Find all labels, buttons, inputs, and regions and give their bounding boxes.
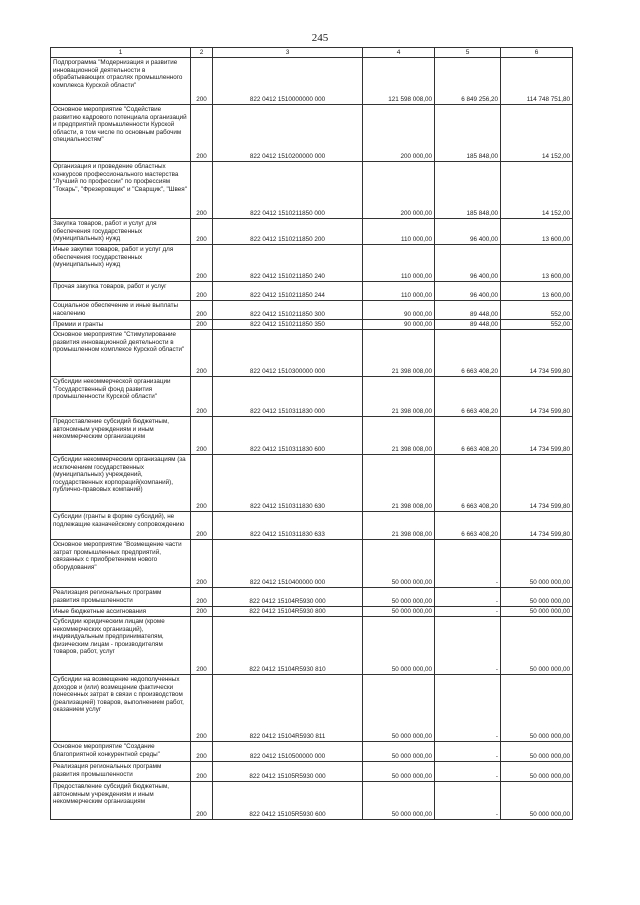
item-vr: 200 (191, 282, 213, 301)
item-value-6: 50 000 000,00 (501, 742, 573, 762)
item-value-4: 21 398 008,00 (363, 330, 435, 377)
item-vr: 200 (191, 455, 213, 512)
item-value-5: - (435, 742, 501, 762)
item-value-6: 552,00 (501, 301, 573, 320)
item-vr: 200 (191, 782, 213, 820)
item-code: 822 0412 1510311830 630 (213, 455, 363, 512)
item-value-6: 50 000 000,00 (501, 540, 573, 588)
table-row (51, 742, 573, 762)
item-vr: 200 (191, 330, 213, 377)
item-value-6: 114 748 751,80 (501, 58, 573, 105)
item-name: Прочая закупка товаров, работ и услуг (51, 282, 191, 301)
item-value-4: 50 000 000,00 (363, 607, 435, 617)
table-row (51, 455, 573, 512)
item-value-5: - (435, 540, 501, 588)
item-name: Субсидии (гранты в форме субсидий), не подлежащие казначейскому сопровождению (51, 512, 191, 540)
table-row (51, 540, 573, 588)
item-value-6: 50 000 000,00 (501, 762, 573, 782)
item-name: Субсидии некоммерческой организации "Государственный фонд развития промышленности Курской области" (51, 377, 191, 417)
item-vr: 200 (191, 617, 213, 675)
item-name: Подпрограмма "Модернизация и развитие инновационной деятельности в обрабатывающих отраслях промышленного комплекса Курской области" (51, 58, 191, 105)
table-row (51, 675, 573, 742)
item-value-4: 110 000,00 (363, 282, 435, 301)
item-value-6: 50 000 000,00 (501, 588, 573, 607)
item-value-4: 50 000 000,00 (363, 782, 435, 820)
item-vr: 200 (191, 417, 213, 455)
item-value-5: - (435, 607, 501, 617)
table-row (51, 58, 573, 105)
col-header-6: 6 (501, 48, 573, 58)
item-name: Основное мероприятие "Стимулирование развития инновационной деятельности в промышленном комплексе Курской области" (51, 330, 191, 377)
table-row (51, 105, 573, 162)
item-vr: 200 (191, 512, 213, 540)
table-body (51, 58, 573, 820)
col-header-5: 5 (435, 48, 501, 58)
item-name: Основное мероприятие "Создание благоприятной конкурентной среды" (51, 742, 191, 762)
item-value-6: 14 734 599,80 (501, 512, 573, 540)
item-value-5: - (435, 675, 501, 742)
item-value-4: 50 000 000,00 (363, 540, 435, 588)
item-value-5: 185 848,00 (435, 162, 501, 219)
table-row (51, 617, 573, 675)
item-name: Предоставление субсидий бюджетным, автономным учреждениям и иным некоммерческим организациям (51, 417, 191, 455)
item-value-4: 90 000,00 (363, 320, 435, 330)
item-name: Предоставление субсидий бюджетным, автономным учреждениям и иным некоммерческим организациям (51, 782, 191, 820)
item-vr: 200 (191, 540, 213, 588)
item-code: 822 0412 1510300000 000 (213, 330, 363, 377)
item-name: Субсидии юридическим лицам (кроме некоммерческих организаций), индивидуальным предпринимателям, физическим лицам - производителям товаров, работ, услуг (51, 617, 191, 675)
item-value-4: 50 000 000,00 (363, 675, 435, 742)
header-row (51, 48, 573, 58)
item-code: 822 0412 15105R5930 000 (213, 762, 363, 782)
item-name: Иные бюджетные ассигнования (51, 607, 191, 617)
item-value-5: - (435, 617, 501, 675)
item-vr: 200 (191, 588, 213, 607)
item-name: Основное мероприятие "Возмещение части затрат промышленных предприятий, связанных с приобретением нового оборудования" (51, 540, 191, 588)
item-code: 822 0412 1510000000 000 (213, 58, 363, 105)
item-code: 822 0412 1510211850 244 (213, 282, 363, 301)
item-value-4: 110 000,00 (363, 219, 435, 245)
item-value-6: 552,00 (501, 320, 573, 330)
table-row (51, 320, 573, 330)
item-value-4: 200 000,00 (363, 105, 435, 162)
col-header-2: 2 (191, 48, 213, 58)
item-value-4: 200 000,00 (363, 162, 435, 219)
col-header-4: 4 (363, 48, 435, 58)
item-value-6: 50 000 000,00 (501, 782, 573, 820)
table-row (51, 417, 573, 455)
item-name: Иные закупки товаров, работ и услуг для обеспечения государственных (муниципальных) нужд (51, 245, 191, 282)
item-vr: 200 (191, 377, 213, 417)
item-value-5: 6 663 408,20 (435, 512, 501, 540)
item-vr: 200 (191, 105, 213, 162)
item-value-5: - (435, 782, 501, 820)
table-row (51, 219, 573, 245)
item-vr: 200 (191, 675, 213, 742)
budget-table (50, 47, 573, 820)
item-value-4: 50 000 000,00 (363, 762, 435, 782)
item-value-5: 6 663 408,20 (435, 330, 501, 377)
item-vr: 200 (191, 301, 213, 320)
table-row (51, 330, 573, 377)
item-value-4: 21 398 008,00 (363, 455, 435, 512)
item-code: 822 0412 1510211850 350 (213, 320, 363, 330)
item-value-6: 13 600,00 (501, 219, 573, 245)
item-code: 822 0412 1510211850 200 (213, 219, 363, 245)
item-value-6: 13 600,00 (501, 282, 573, 301)
item-vr: 200 (191, 219, 213, 245)
item-value-5: 96 400,00 (435, 219, 501, 245)
item-vr: 200 (191, 762, 213, 782)
table-row (51, 282, 573, 301)
col-header-1: 1 (51, 48, 191, 58)
item-value-5: - (435, 588, 501, 607)
table-row (51, 301, 573, 320)
item-value-4: 21 398 008,00 (363, 512, 435, 540)
item-value-5: 96 400,00 (435, 245, 501, 282)
item-name: Субсидии на возмещение недополученных доходов и (или) возмещение фактически понесенных затрат в связи с производством (реализацией) товаров, выполнением работ, оказанием услуг (51, 675, 191, 742)
item-value-4: 90 000,00 (363, 301, 435, 320)
table-row (51, 512, 573, 540)
item-code: 822 0412 1510311830 600 (213, 417, 363, 455)
item-value-6: 14 734 599,80 (501, 417, 573, 455)
item-value-4: 50 000 000,00 (363, 742, 435, 762)
item-code: 822 0412 15104R5930 800 (213, 607, 363, 617)
item-name: Основное мероприятие "Содействие развитию кадрового потенциала организаций и предприятий промышленности Курской области, в том числе по основным рабочим специальностям" (51, 105, 191, 162)
item-value-5: 89 448,00 (435, 320, 501, 330)
table-row (51, 782, 573, 820)
item-name: Субсидии некоммерческим организациям (за исключением государственных (муниципальных) учреждений, государственных корпораций(компаний), публично-правовых компаний) (51, 455, 191, 512)
item-value-6: 13 600,00 (501, 245, 573, 282)
item-name: Социальное обеспечение и иные выплаты населению (51, 301, 191, 320)
item-code: 822 0412 1510311830 000 (213, 377, 363, 417)
item-code: 822 0412 1510400000 000 (213, 540, 363, 588)
item-value-5: 89 448,00 (435, 301, 501, 320)
table-row (51, 377, 573, 417)
item-vr: 200 (191, 320, 213, 330)
item-name: Реализация региональных программ развития промышленности (51, 762, 191, 782)
item-value-6: 14 152,00 (501, 162, 573, 219)
table-row (51, 762, 573, 782)
item-code: 822 0412 15104R5930 810 (213, 617, 363, 675)
item-value-4: 110 000,00 (363, 245, 435, 282)
item-vr: 200 (191, 607, 213, 617)
item-value-4: 21 398 008,00 (363, 417, 435, 455)
item-code: 822 0412 1510211850 000 (213, 162, 363, 219)
item-name: Премии и гранты (51, 320, 191, 330)
item-code: 822 0412 15104R5930 000 (213, 588, 363, 607)
item-name: Закупка товаров, работ и услуг для обеспечения государственных (муниципальных) нужд (51, 219, 191, 245)
table-row (51, 245, 573, 282)
item-value-6: 14 152,00 (501, 105, 573, 162)
item-code: 822 0412 1510500000 000 (213, 742, 363, 762)
item-value-5: 6 849 256,20 (435, 58, 501, 105)
item-value-4: 121 598 008,00 (363, 58, 435, 105)
item-code: 822 0412 15104R5930 811 (213, 675, 363, 742)
item-code: 822 0412 1510200000 000 (213, 105, 363, 162)
item-value-6: 14 734 599,80 (501, 455, 573, 512)
item-value-5: - (435, 762, 501, 782)
page-number: 245 (311, 32, 329, 44)
item-code: 822 0412 1510311830 633 (213, 512, 363, 540)
item-code: 822 0412 1510211850 300 (213, 301, 363, 320)
item-vr: 200 (191, 58, 213, 105)
item-vr: 200 (191, 162, 213, 219)
item-value-4: 21 398 008,00 (363, 377, 435, 417)
item-value-5: 6 663 408,20 (435, 417, 501, 455)
item-value-5: 185 848,00 (435, 105, 501, 162)
item-vr: 200 (191, 245, 213, 282)
item-value-6: 50 000 000,00 (501, 675, 573, 742)
item-value-5: 6 663 408,20 (435, 455, 501, 512)
item-value-6: 50 000 000,00 (501, 617, 573, 675)
item-value-4: 50 000 000,00 (363, 617, 435, 675)
table-row (51, 162, 573, 219)
item-name: Реализация региональных программ развития промышленности (51, 588, 191, 607)
item-code: 822 0412 1510211850 240 (213, 245, 363, 282)
item-value-6: 50 000 000,00 (501, 607, 573, 617)
item-value-6: 14 734 599,80 (501, 330, 573, 377)
item-code: 822 0412 15105R5930 600 (213, 782, 363, 820)
table-row (51, 588, 573, 607)
col-header-3: 3 (213, 48, 363, 58)
item-name: Организация и проведение областных конкурсов профессионального мастерства "Лучший по профессии" по профессиям "Токарь", "Фрезеровщик" и "Сварщик", "Швея" (51, 162, 191, 219)
item-vr: 200 (191, 742, 213, 762)
item-value-6: 14 734 599,80 (501, 377, 573, 417)
item-value-5: 6 663 408,20 (435, 377, 501, 417)
item-value-4: 50 000 000,00 (363, 588, 435, 607)
item-value-5: 96 400,00 (435, 282, 501, 301)
table-row (51, 607, 573, 617)
